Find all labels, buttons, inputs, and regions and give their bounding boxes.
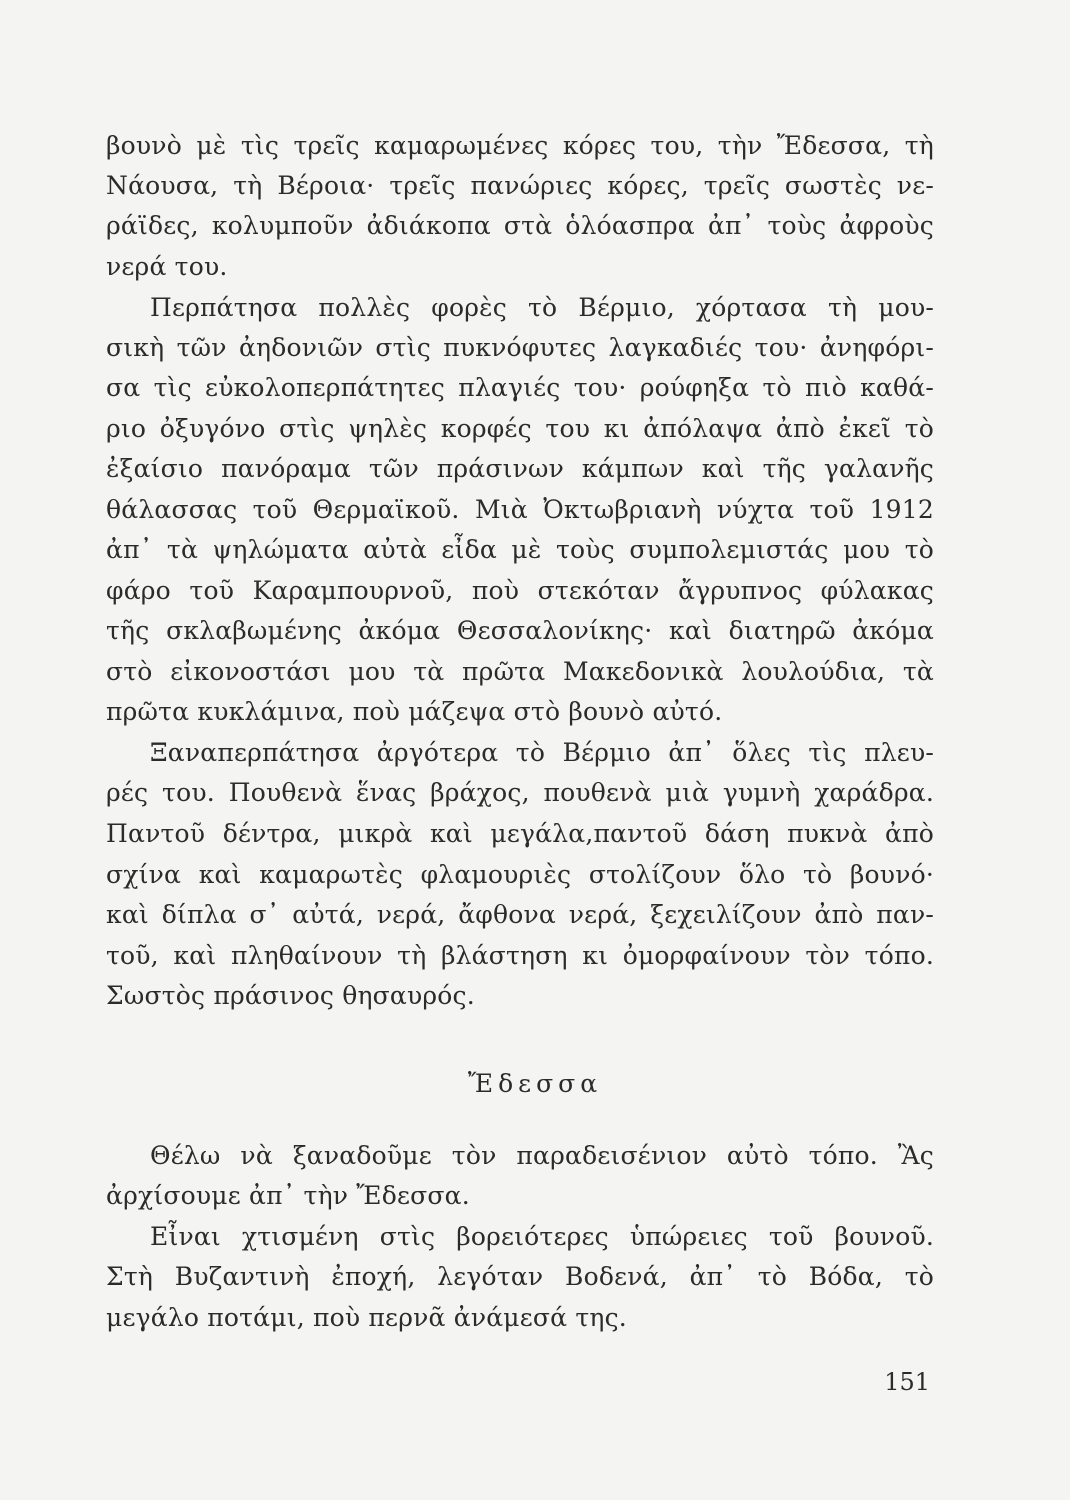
text-line: σχίνα καὶ καμαρωτὲς φλαμουριὲς στολίζουν ὅλο τὸ βουνό· — [106, 860, 934, 889]
text-line: σα τὶς εὐκολοπερπάτητες πλαγιές του· ρούφηξα τὸ πιὸ καθά- — [106, 373, 934, 402]
text-line: Σωστὸς πράσινος θησαυρός. — [106, 981, 475, 1010]
text-line: πρῶτα κυκλάμινα, ποὺ μάζεψα στὸ βουνὸ αὐτό. — [106, 697, 723, 726]
text-line: Παντοῦ δέντρα, μικρὰ καὶ μεγάλα,παντοῦ δάση πυκνὰ ἀπὸ — [106, 819, 934, 848]
text-line: βουνὸ μὲ τὶς τρεῖς καμαρωμένες κόρες του, τὴν Ἔδεσσα, τὴ — [106, 131, 934, 160]
text-line: νερά του. — [106, 252, 228, 281]
text-line: φάρο τοῦ Καραμπουρνοῦ, ποὺ στεκόταν ἄγρυπνος φύλακας — [106, 576, 934, 605]
text-line: σικὴ τῶν ἀηδονιῶν στὶς πυκνόφυτες λαγκαδιές του· ἀνηφόρι- — [106, 333, 934, 362]
text-line: ράϊδες, κολυμποῦν ἀδιάκοπα στὰ ὁλόασπρα ἀπ᾽ τοὺς ἀφροὺς — [106, 211, 934, 240]
text-line: Εἶναι χτισμένη στὶς βορειότερες ὑπώρειες τοῦ βουνοῦ. — [150, 1222, 934, 1251]
text-line: θάλασσας τοῦ Θερμαϊκοῦ. Μιὰ Ὀκτωβριανὴ νύχτα τοῦ 1912 — [106, 495, 934, 524]
text-line: τῆς σκλαβωμένης ἀκόμα Θεσσαλονίκης· καὶ διατηρῶ ἀκόμα — [106, 616, 934, 645]
text-line: μεγάλο ποτάμι, ποὺ περνᾶ ἀνάμεσά της. — [106, 1303, 627, 1332]
text-line: καὶ δίπλα σ᾽ αὐτά, νερά, ἄφθονα νερά, ξεχειλίζουν ἀπὸ παν- — [106, 900, 934, 929]
section-heading: Ἔδεσσα — [467, 1069, 603, 1098]
text-line: Στὴ Βυζαντινὴ ἐποχή, λεγόταν Βοδενά, ἀπ᾽ τὸ Βόδα, τὸ — [106, 1262, 934, 1291]
text-line: ἀρχίσουμε ἀπ᾽ τὴν Ἔδεσσα. — [106, 1181, 470, 1210]
text-line: Θέλω νὰ ξαναδοῦμε τὸν παραδεισένιον αὐτὸ τόπο. Ἂς — [150, 1141, 934, 1170]
text-line: ἐξαίσιο πανόραμα τῶν πράσινων κάμπων καὶ τῆς γαλανῆς — [106, 454, 934, 483]
text-line: Περπάτησα πολλὲς φορὲς τὸ Βέρμιο, χόρτασα τὴ μου- — [150, 293, 934, 322]
text-line: στὸ εἰκονοστάσι μου τὰ πρῶτα Μακεδονικὰ λουλούδια, τὰ — [106, 657, 934, 686]
text-line: τοῦ, καὶ πληθαίνουν τὴ βλάστηση κι ὀμορφαίνουν τὸν τόπο. — [106, 941, 934, 970]
text-line: Νάουσα, τὴ Βέροια· τρεῖς πανώριες κόρες, τρεῖς σωστὲς νε- — [106, 171, 934, 200]
text-line: Ξαναπερπάτησα ἀργότερα τὸ Βέρμιο ἀπ᾽ ὅλες τὶς πλευ- — [150, 738, 934, 767]
text-line: ρές του. Πουθενὰ ἕνας βράχος, πουθενὰ μιὰ γυμνὴ χαράδρα. — [106, 778, 934, 807]
page-number: 151 — [884, 1368, 930, 1396]
text-line: ριο ὀξυγόνο στὶς ψηλὲς κορφές του κι ἀπόλαψα ἀπὸ ἐκεῖ τὸ — [106, 414, 934, 443]
text-line: ἀπ᾽ τὰ ψηλώματα αὐτὰ εἶδα μὲ τοὺς συμπολεμιστάς μου τὸ — [106, 535, 934, 564]
